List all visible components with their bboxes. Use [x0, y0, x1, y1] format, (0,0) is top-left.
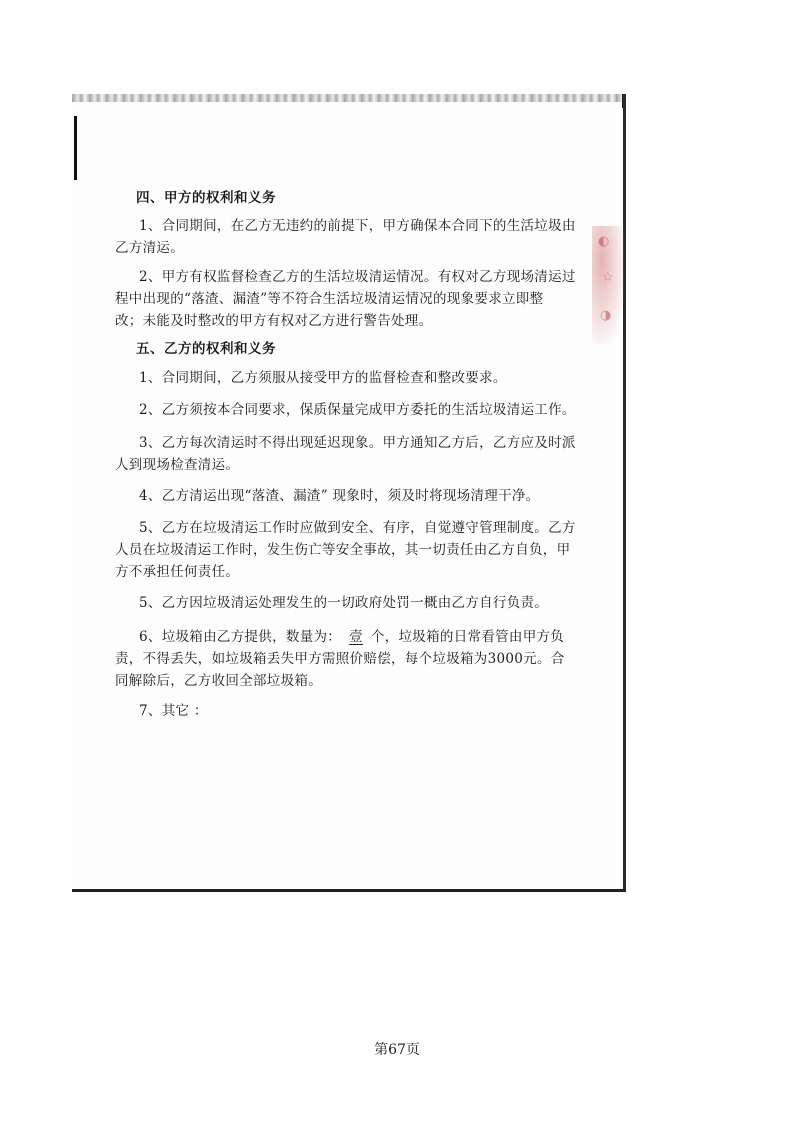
section5-item3-line1: 3、乙方每次清运时不得出现延迟现象。甲方通知乙方后，乙方应及时派: [139, 435, 576, 451]
section5-item5a-line2: 人员在垃圾清运工作时，发生伤亡等安全事故，其一切责任由乙方自负，甲: [115, 542, 571, 558]
section4-heading: 四、甲方的权利和义务: [136, 190, 276, 206]
page-number: 第67页: [374, 1042, 420, 1058]
section5-item6: [115, 626, 615, 692]
section4-item1: [115, 215, 615, 259]
section4-item2: [115, 266, 615, 332]
item6-quantity: 壹: [349, 629, 363, 645]
section5-item6-line3: 同解除后，乙方收回全部垃圾箱。: [115, 673, 322, 689]
scan-top-edge: [72, 94, 626, 102]
section5-item3: [115, 432, 615, 476]
section5-item1-text: 1、合同期间，乙方须服从接受甲方的监督检查和整改要求。: [139, 370, 507, 386]
section4-item2-line1: 2、甲方有权监督检查乙方的生活垃圾清运情况。有权对乙方现场清运过: [139, 269, 576, 285]
section5-item2-text: 2、乙方须按本合同要求，保质保量完成甲方委托的生活垃圾清运工作。: [139, 402, 576, 418]
item6-prefix: 6、垃圾箱由乙方提供，数量为：: [139, 629, 342, 645]
section5-item2: [115, 399, 615, 421]
section5-item3-line2: 人到现场检查清运。: [115, 457, 240, 473]
section5-item5a: [115, 517, 615, 583]
scan-right-edge: [623, 94, 626, 892]
scan-bottom-edge: [72, 889, 626, 892]
item6-suffix: 个，垃圾箱的日常看管由甲方负: [370, 629, 565, 645]
section5-item5b-text: 5、乙方因垃圾清运处理发生的一切政府处罚一概由乙方自行负责。: [139, 595, 549, 611]
section5-item5b: [115, 592, 615, 614]
section5-item4-text: 4、乙方清运出现“落渣、漏渣” 现象时，须及时将现场清理干净。: [139, 488, 540, 504]
section4-item2-line3: 改；未能及时整改的甲方有权对乙方进行警告处理。: [115, 313, 433, 329]
scan-left-mark: [74, 116, 77, 180]
section5-heading: 五、乙方的权利和义务: [136, 341, 276, 357]
section5-item5a-line1: 5、乙方在垃圾清运工作时应做到安全、有序，自觉遵守管理制度。乙方: [139, 520, 576, 536]
section5-item1: [115, 367, 615, 389]
section5-item5a-line3: 方不承担任何责任。: [115, 564, 240, 580]
section5-item6-line1: [115, 626, 615, 648]
section4-item1-line1: 1、合同期间，在乙方无违约的前提下，甲方确保本合同下的生活垃圾由: [139, 218, 576, 234]
section5-item7-text: 7、其它 ：: [139, 703, 208, 719]
section5-item7: [115, 700, 615, 722]
section4-item2-line2: 程中出现的“落渣、漏渣”等不符合生活垃圾清运情况的现象要求立即整: [115, 291, 544, 307]
red-seal-stamp: ◐ ☆ ◑: [592, 226, 624, 344]
section5-item6-line2: 责，不得丢失，如垃圾箱丢失甲方需照价赔偿，每个垃圾箱为3000元。合: [115, 651, 565, 667]
section5-item4: [115, 485, 615, 507]
section4-item1-line2: 乙方清运。: [115, 240, 184, 256]
